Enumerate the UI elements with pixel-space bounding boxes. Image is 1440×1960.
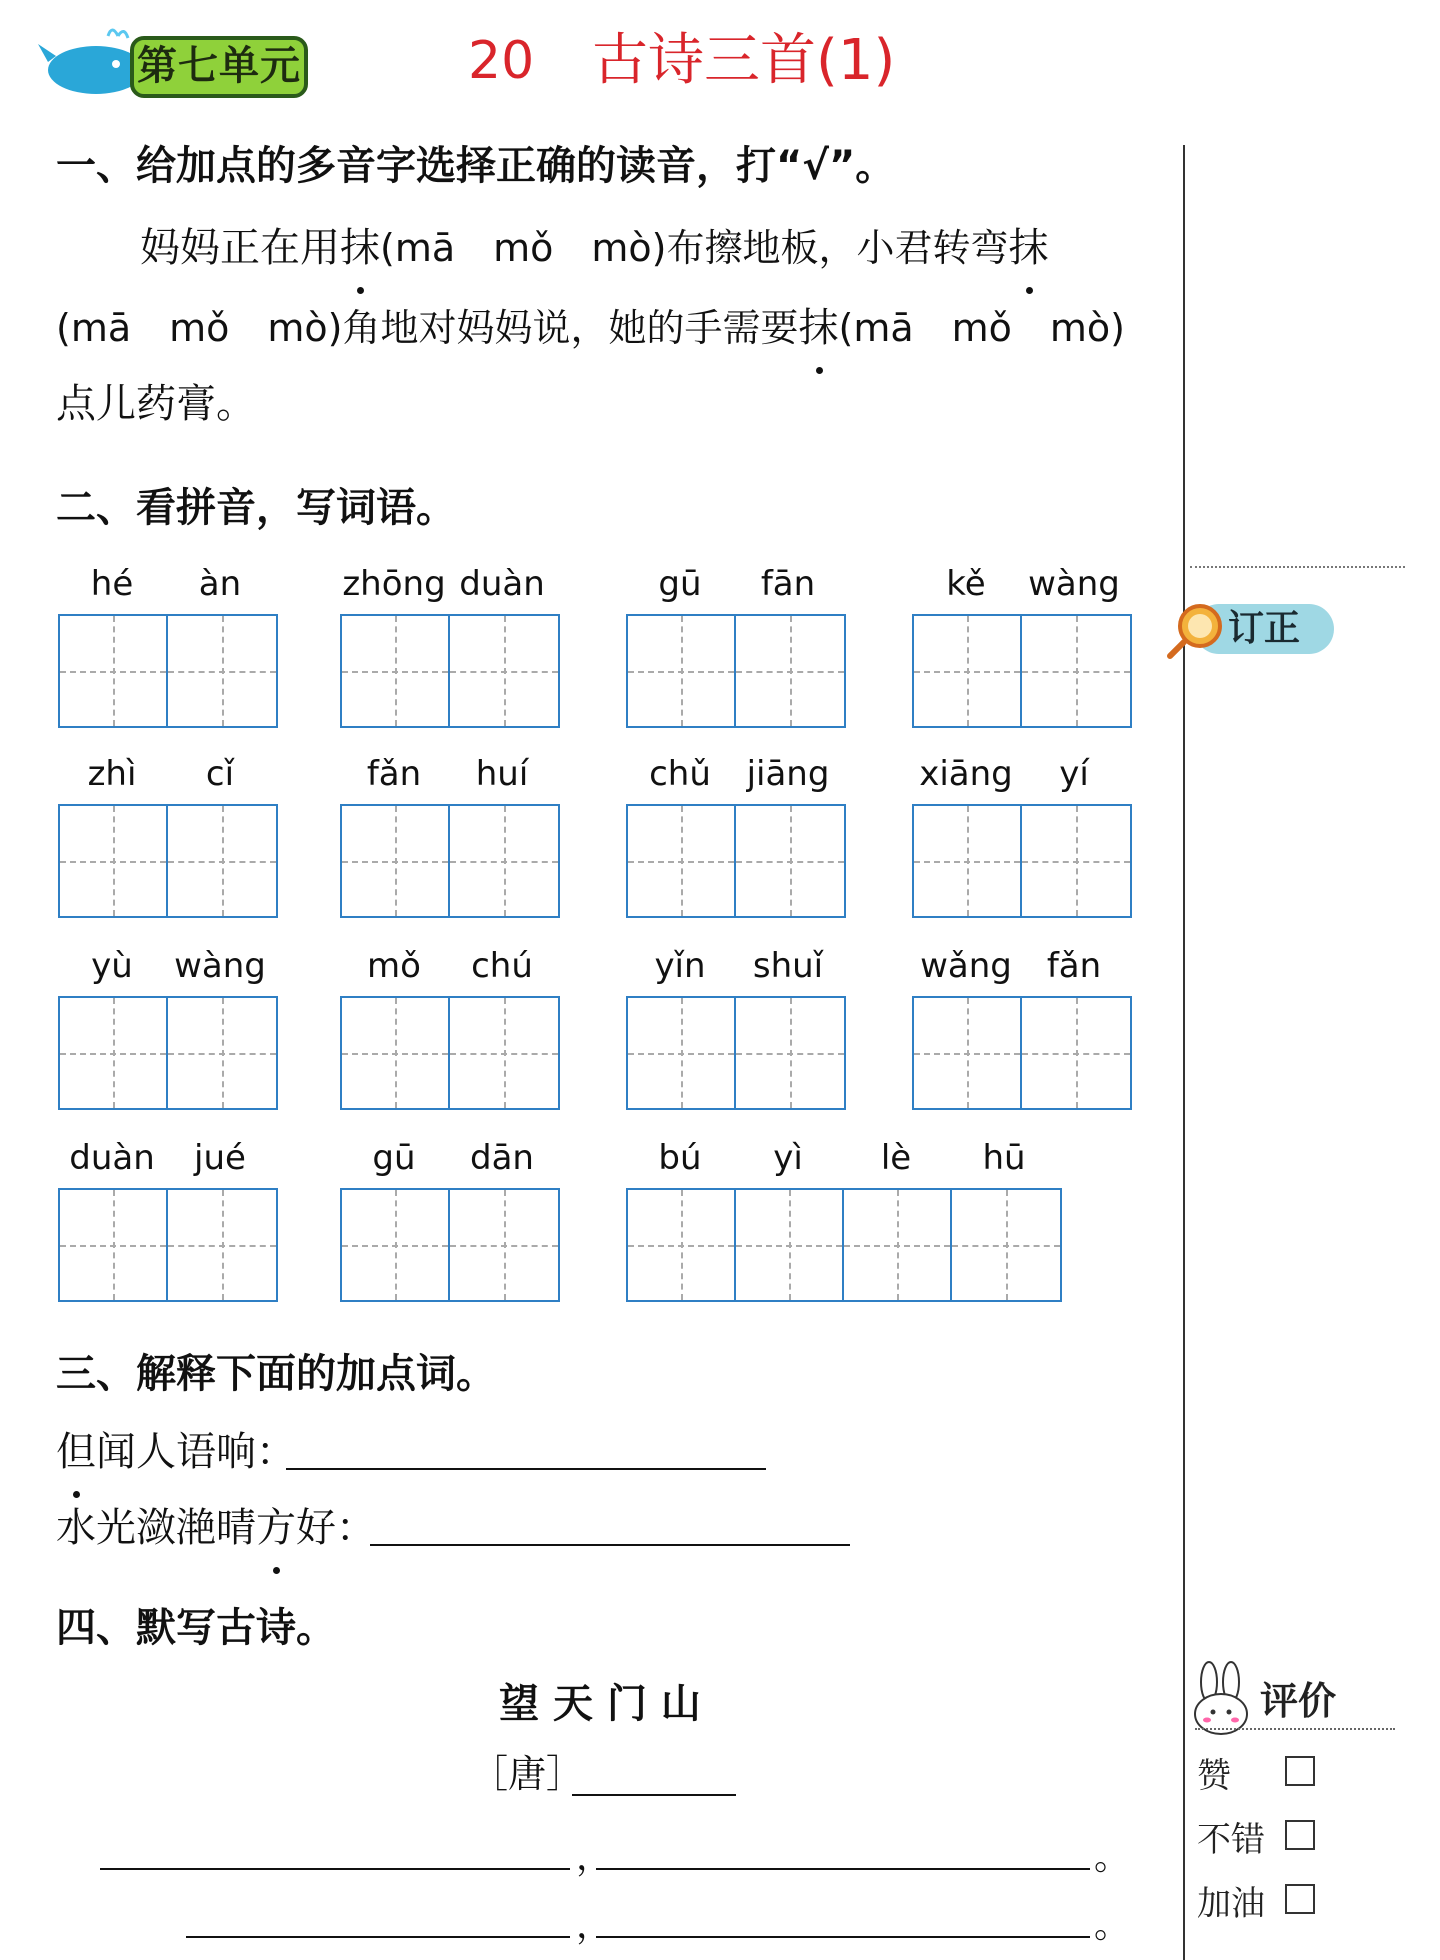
evaluation-title: 评价 [1260,1679,1337,1723]
writing-cell[interactable] [628,806,736,916]
pinyin-label: hū [982,1138,1026,1178]
pinyin-label: xiāng [919,754,1013,794]
section3-item1 [56,1414,296,1490]
writing-cell[interactable] [1022,806,1130,916]
writing-cell[interactable] [168,616,276,726]
dotted-character: 抹 [1009,210,1049,286]
pinyin-label: wǎng [920,946,1012,986]
poem-dynasty: ［唐］ [470,1752,585,1796]
poem-line-1b[interactable] [596,1868,1090,1870]
writing-cell[interactable] [952,1190,1060,1300]
section1-line1 [140,210,1049,286]
section1-line2 [56,290,1125,366]
writing-boxes [340,1188,560,1302]
writing-cell[interactable] [450,616,558,726]
pinyin-label: shuǐ [752,946,824,986]
eval-option-keep-going [1197,1876,1265,1925]
section1-heading: 一、给加点的多音字选择正确的读音，打“√”。 [56,143,896,189]
writing-boxes [58,804,278,918]
writing-boxes [58,996,278,1110]
eval-option-label: 赞 [1197,1756,1231,1796]
pinyin-label: yǐn [654,946,706,986]
lesson-number: 20 [468,31,535,91]
writing-cell[interactable] [844,1190,952,1300]
pinyin-label: kě [946,564,986,604]
pinyin-label: lè [880,1138,912,1178]
pinyin-label: yì [773,1138,803,1178]
lesson-title: 古诗三首(1) [592,28,896,93]
poem-period: 。 [1094,1837,1131,1878]
poem-comma: ， [576,1837,613,1878]
text-segment: 好： [296,1505,376,1551]
writing-cell[interactable] [342,1190,450,1300]
eval-option-great [1197,1748,1231,1797]
text-segment: 水光潋滟晴 [56,1505,256,1551]
pinyin-label: chú [471,946,533,986]
pinyin-label: jiāng [746,754,830,794]
section1-line3: 点儿药膏。 [56,381,256,427]
eval-option-good [1197,1812,1265,1861]
eval-option-label: 加油 [1197,1884,1265,1924]
writing-cell[interactable] [450,998,558,1108]
writing-cell[interactable] [450,1190,558,1300]
pinyin-label: àn [198,564,242,604]
pinyin-label: chǔ [649,754,711,794]
writing-cell[interactable] [342,616,450,726]
writing-cell[interactable] [168,998,276,1108]
dotted-character: 但 [56,1414,96,1490]
writing-cell[interactable] [168,1190,276,1300]
eval-checkbox-keep-going[interactable] [1285,1884,1315,1914]
pinyin-label: mǒ [367,946,421,986]
pinyin-options: (mā mǒ mò)布擦地板，小君转弯 [380,226,1009,270]
writing-cell[interactable] [736,616,844,726]
writing-boxes [626,614,846,728]
poem-title: 望 天 门 山 [499,1681,701,1727]
evaluation-box [1185,1660,1425,1960]
section2-heading: 二、看拼音，写词语。 [56,485,456,531]
section3-heading: 三、解释下面的加点词。 [56,1351,496,1397]
pinyin-label: fǎn [1046,946,1102,986]
writing-cell[interactable] [914,998,1022,1108]
pinyin-label: huí [475,754,529,794]
answer-line-2[interactable] [370,1544,850,1546]
writing-cell[interactable] [736,806,844,916]
pinyin-label: yí [1059,754,1089,794]
pinyin-options: (mā mǒ mò)角地对妈妈说，她的手需要 [56,306,799,350]
writing-cell[interactable] [168,806,276,916]
writing-cell[interactable] [628,616,736,726]
pinyin-label: wàng [1028,564,1120,604]
pinyin-label: wàng [174,946,266,986]
eval-checkbox-good[interactable] [1285,1820,1315,1850]
pinyin-label: duàn [459,564,545,604]
poem-comma: ， [576,1905,613,1946]
dotted-character: 方 [256,1490,296,1566]
writing-boxes [626,996,846,1110]
poem-line-2b[interactable] [596,1936,1090,1938]
correction-label: 订正 [1228,608,1301,649]
pinyin-label: zhōng [342,564,446,604]
writing-boxes [626,1188,1062,1302]
writing-cell[interactable] [450,806,558,916]
pinyin-label: cǐ [205,754,235,794]
pinyin-label: yù [91,946,133,986]
writing-cell[interactable] [1022,616,1130,726]
writing-cell[interactable] [342,806,450,916]
magnifier-icon [1166,600,1230,660]
pinyin-label: fān [760,564,816,604]
writing-boxes [912,996,1132,1110]
eval-option-label: 不错 [1197,1820,1265,1860]
writing-boxes [340,804,560,918]
writing-cell[interactable] [628,998,736,1108]
writing-boxes [626,804,846,918]
writing-cell[interactable] [60,998,168,1108]
section3-item2 [56,1490,376,1566]
pinyin-label: bú [658,1138,702,1178]
writing-boxes [340,614,560,728]
writing-cell[interactable] [628,1190,736,1300]
writing-cell[interactable] [1022,998,1130,1108]
pinyin-label: zhì [87,754,137,794]
writing-boxes [912,804,1132,918]
text-segment: 闻人语响： [96,1429,296,1475]
dotted-character: 抹 [799,290,839,366]
writing-cell[interactable] [342,998,450,1108]
correction-tab [1166,600,1336,658]
writing-boxes [912,614,1132,728]
section4-heading: 四、默写古诗。 [56,1605,336,1651]
dotted-character: 抹 [340,210,380,286]
evaluation-divider [1195,1728,1395,1730]
writing-cell[interactable] [914,616,1022,726]
pinyin-label: dān [470,1138,534,1178]
poem-line-1a[interactable] [100,1868,570,1870]
pinyin-label: jué [194,1138,246,1178]
eval-checkbox-great[interactable] [1285,1756,1315,1786]
poem-period: 。 [1094,1905,1131,1946]
pinyin-label: gū [372,1138,416,1178]
answer-line-1[interactable] [286,1468,766,1470]
pinyin-label: hé [90,564,134,604]
author-line[interactable] [572,1794,736,1796]
writing-cell[interactable] [60,806,168,916]
margin-dotted-divider [1190,566,1405,568]
unit-badge [38,22,308,100]
writing-cell[interactable] [60,616,168,726]
writing-cell[interactable] [914,806,1022,916]
poem-line-2a[interactable] [186,1936,570,1938]
pinyin-options: (mā mǒ mò) [838,306,1125,350]
writing-boxes [58,614,278,728]
writing-boxes [340,996,560,1110]
writing-cell[interactable] [736,998,844,1108]
text-segment: 妈妈正在用 [140,225,340,271]
writing-boxes [58,1188,278,1302]
writing-cell[interactable] [60,1190,168,1300]
pinyin-label: duàn [69,1138,155,1178]
unit-label: 第七单元 [130,36,308,98]
pinyin-label: gū [658,564,702,604]
writing-cell[interactable] [736,1190,844,1300]
pinyin-label: fǎn [366,754,422,794]
